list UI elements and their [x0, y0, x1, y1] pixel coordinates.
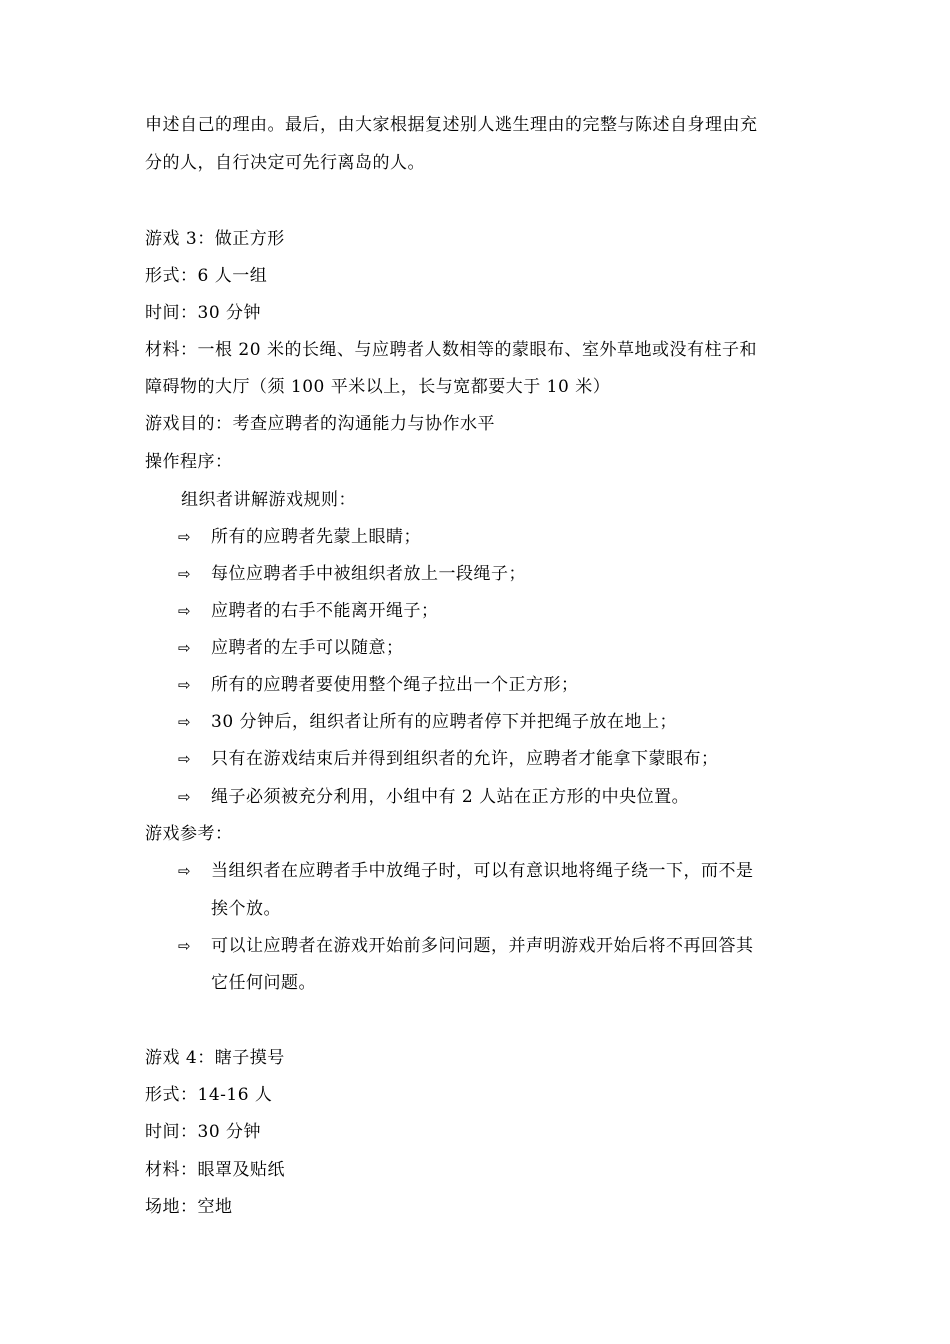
arrow-bullet-icon: ⇨ — [178, 788, 191, 806]
arrow-bullet-icon: ⇨ — [178, 639, 191, 657]
arrow-bullet-icon: ⇨ — [178, 676, 191, 694]
game4-title: 游戏 4：瞎子摸号 — [145, 1048, 285, 1068]
rule-item: 所有的应聘者先蒙上眼睛； — [211, 527, 421, 547]
reference-item-line-2: 它任何问题。 — [211, 973, 316, 993]
rule-item: 所有的应聘者要使用整个绳子拉出一个正方形； — [211, 675, 579, 695]
game3-rules-heading: 组织者讲解游戏规则： — [181, 490, 356, 510]
game3-purpose: 游戏目的：考查应聘者的沟通能力与协作水平 — [145, 414, 495, 434]
intro-text-line-1: 申述自己的理由。最后，由大家根据复述别人逃生理由的完整与陈述自身理由充 — [145, 115, 758, 135]
reference-item-line-2: 挨个放。 — [211, 899, 281, 919]
arrow-bullet-icon: ⇨ — [178, 602, 191, 620]
rule-item: 只有在游戏结束后并得到组织者的允许，应聘者才能拿下蒙眼布； — [211, 749, 719, 769]
game4-time: 时间：30 分钟 — [145, 1122, 262, 1142]
game3-form: 形式：6 人一组 — [145, 266, 268, 286]
game4-venue: 场地：空地 — [145, 1197, 233, 1217]
game3-time: 时间：30 分钟 — [145, 303, 262, 323]
rule-item: 每位应聘者手中被组织者放上一段绳子； — [211, 564, 526, 584]
reference-item-line-1: 当组织者在应聘者手中放绳子时，可以有意识地将绳子绕一下，而不是 — [211, 861, 754, 881]
game3-material-line-2: 障碍物的大厅（须 100 平米以上，长与宽都要大于 10 米） — [145, 377, 611, 397]
reference-item-line-1: 可以让应聘者在游戏开始前多问问题，并声明游戏开始后将不再回答其 — [211, 936, 754, 956]
arrow-bullet-icon: ⇨ — [178, 565, 191, 583]
rule-item: 30 分钟后，组织者让所有的应聘者停下并把绳子放在地上； — [211, 712, 678, 732]
arrow-bullet-icon: ⇨ — [178, 528, 191, 546]
rule-item: 绳子必须被充分利用，小组中有 2 人站在正方形的中央位置。 — [211, 787, 690, 807]
intro-text-line-2: 分的人，自行决定可先行离岛的人。 — [145, 153, 425, 173]
game3-procedure-heading: 操作程序： — [145, 452, 233, 472]
arrow-bullet-icon: ⇨ — [178, 937, 191, 955]
arrow-bullet-icon: ⇨ — [178, 862, 191, 880]
arrow-bullet-icon: ⇨ — [178, 713, 191, 731]
arrow-bullet-icon: ⇨ — [178, 750, 191, 768]
game3-material-line-1: 材料：一根 20 米的长绳、与应聘者人数相等的蒙眼布、室外草地或没有柱子和 — [145, 340, 757, 360]
game3-title: 游戏 3：做正方形 — [145, 229, 285, 249]
game4-form: 形式：14-16 人 — [145, 1085, 273, 1105]
rule-item: 应聘者的右手不能离开绳子； — [211, 601, 439, 621]
rule-item: 应聘者的左手可以随意； — [211, 638, 404, 658]
game3-reference-heading: 游戏参考： — [145, 824, 233, 844]
game4-material: 材料：眼罩及贴纸 — [145, 1160, 285, 1180]
